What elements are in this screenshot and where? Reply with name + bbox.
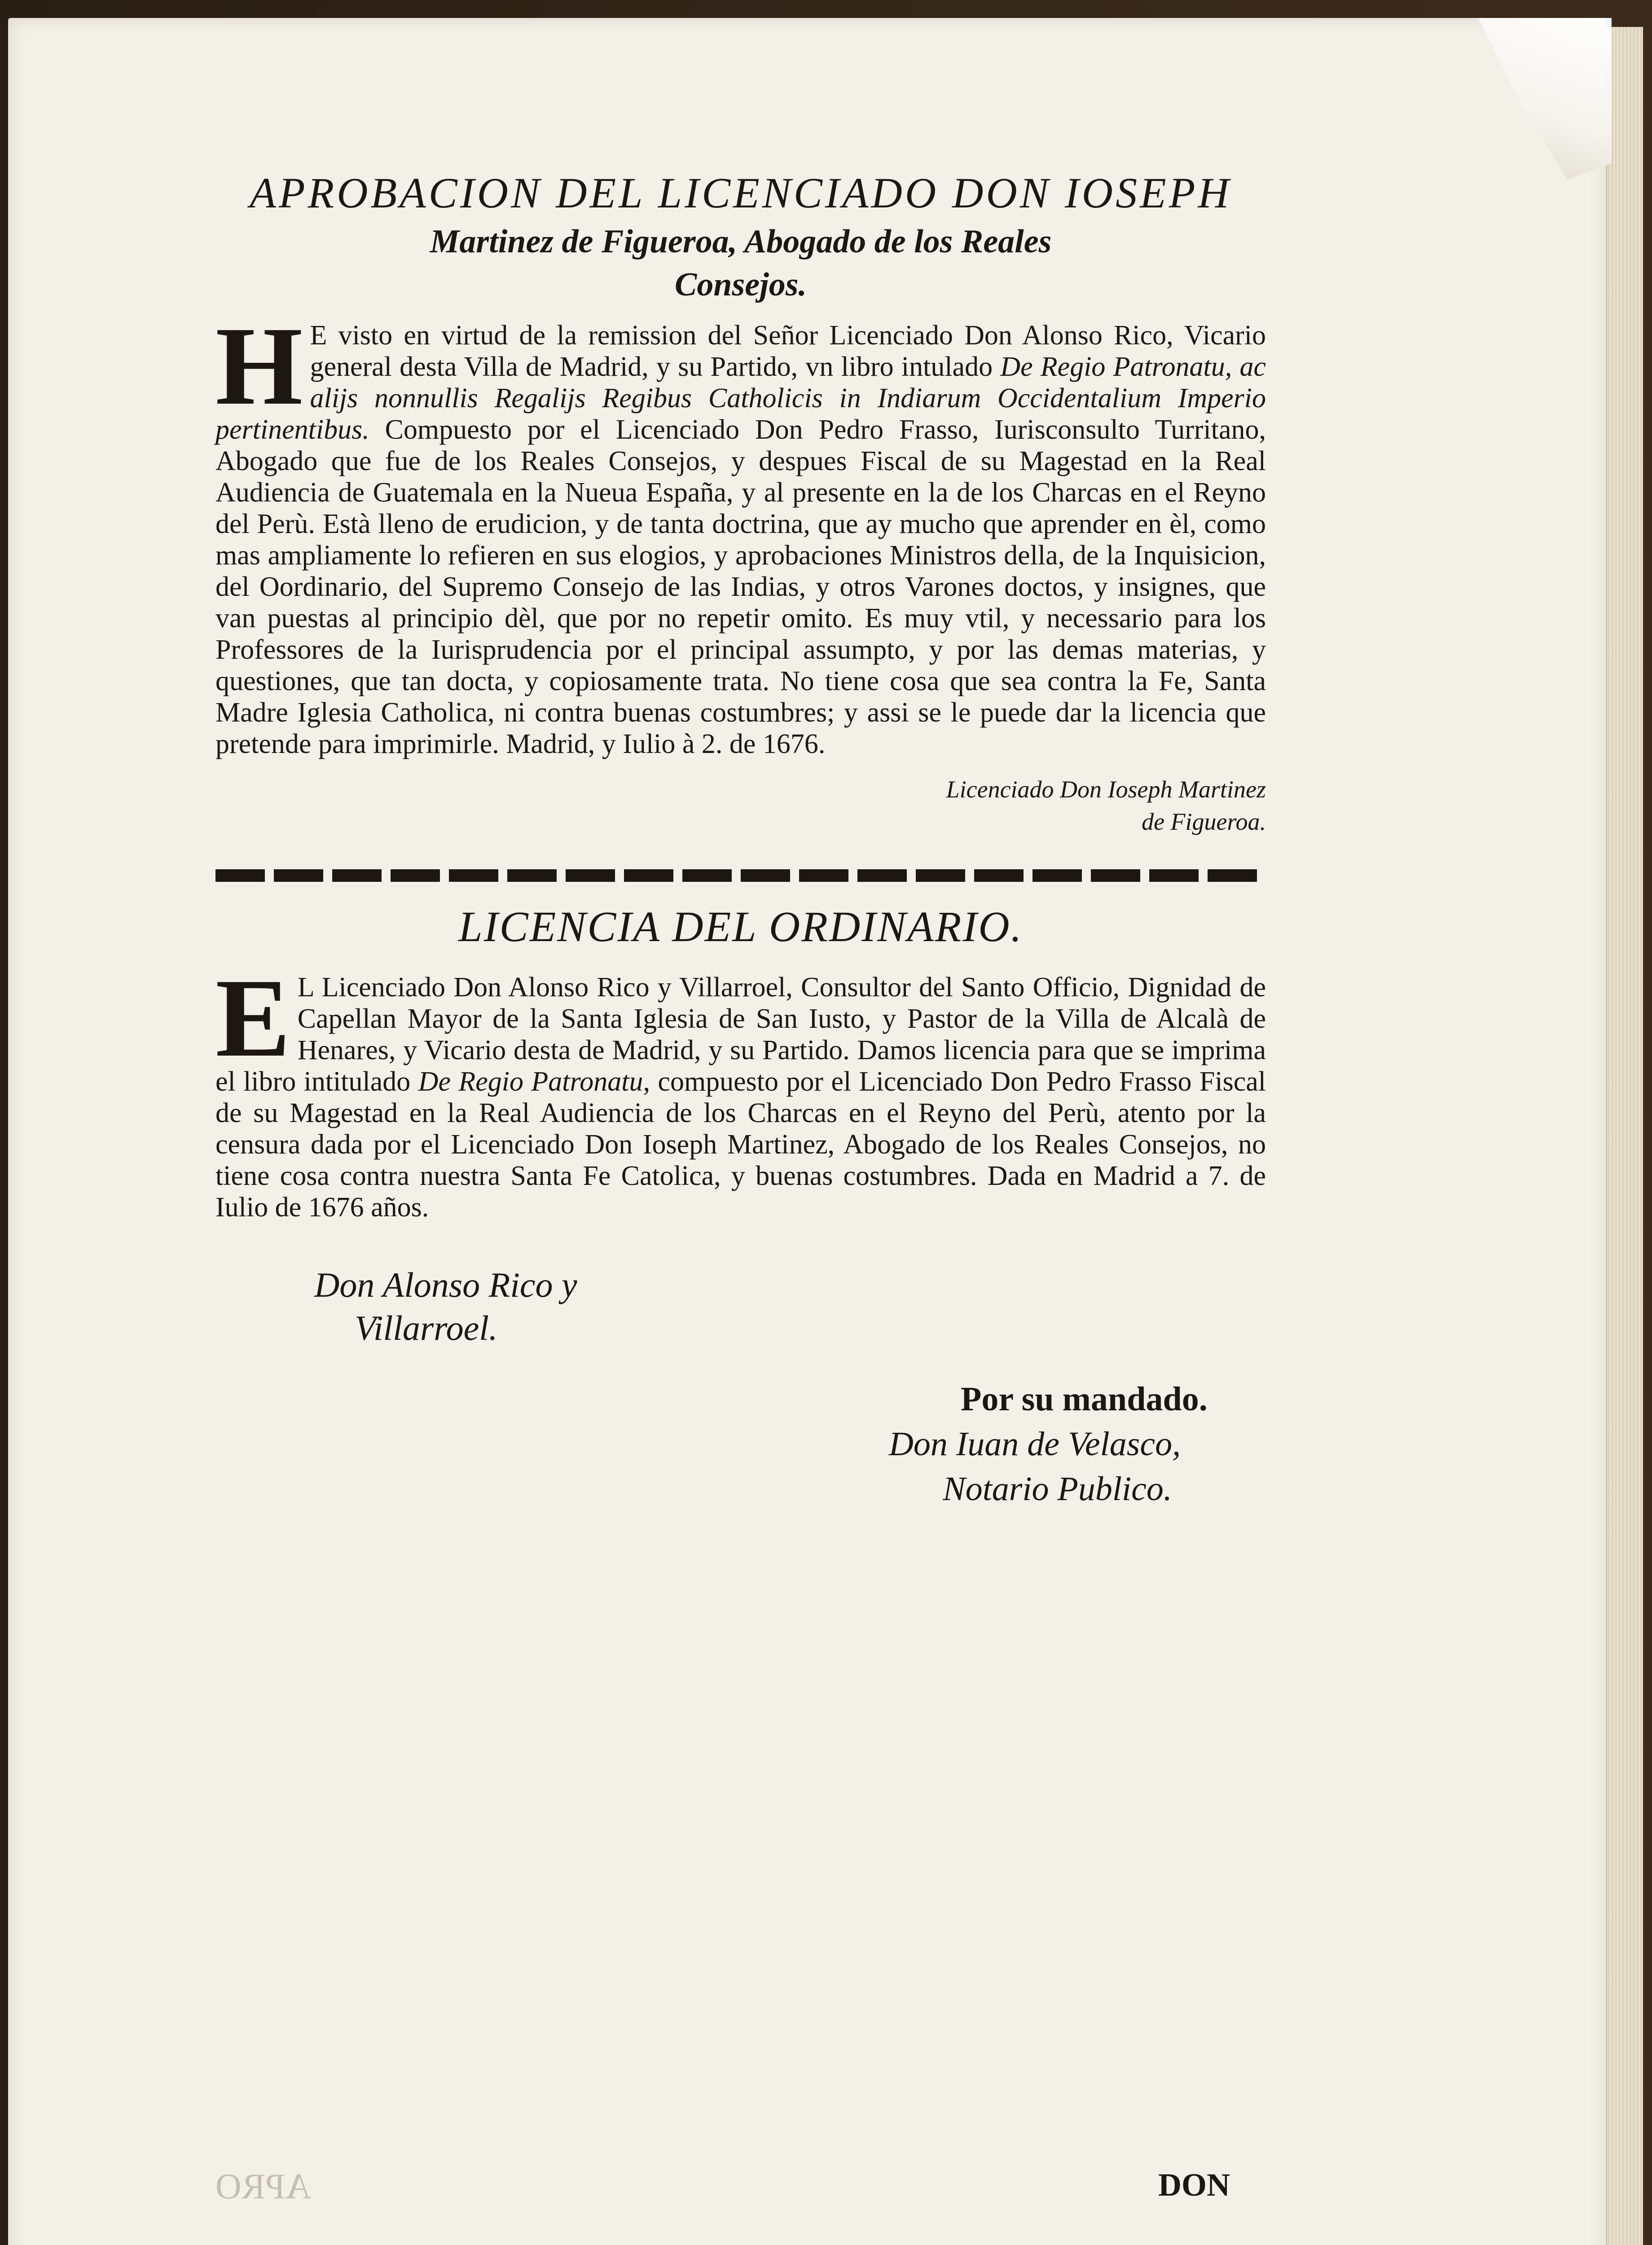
license-signer-line2: Villarroel. xyxy=(355,1308,498,1347)
license-signer-line1: Don Alonso Rico y xyxy=(314,1265,577,1304)
page-content xyxy=(215,166,1266,1511)
approbation-body xyxy=(215,304,1266,760)
license-signer xyxy=(314,1263,1266,1350)
notary-title: Notario Publico. xyxy=(943,1470,1172,1508)
show-through-mark: APRO xyxy=(215,2167,312,2206)
license-body xyxy=(215,956,1266,1223)
license-dropcap: E xyxy=(215,956,290,1080)
approbation-dropcap: H xyxy=(215,304,303,428)
approbation-subtitle-cont: Consejos. xyxy=(674,266,807,303)
section-divider xyxy=(215,869,1266,882)
page-edges xyxy=(1606,27,1643,2245)
notary-block xyxy=(889,1377,1266,1511)
license-text-a: L Licenciado Don Alonso Rico y Villarroel, Consultor del Santo Officio, Dignidad de Capellan Mayor de la Santa Iglesia de San Iusto, y Pastor de la Villa de Alcalà de Henares, y Vicario desta de Madrid, y su Partido. Damos licencia para que se imprima el libro intitulado xyxy=(215,972,1266,1097)
license-title: LICENCIA DEL ORDINARIO. xyxy=(458,902,1023,951)
approbation-section xyxy=(215,166,1266,838)
approbation-signature-line2: de Figueroa. xyxy=(1142,808,1266,835)
approbation-subtitle: Martinez de Figueroa, Abogado de los Reales xyxy=(430,223,1052,260)
license-latin-title: De Regio Patronatu xyxy=(418,1066,643,1097)
notary-name: Don Iuan de Velasco, xyxy=(889,1425,1181,1463)
mandate-text: Por su mandado. xyxy=(961,1380,1208,1418)
approbation-signature xyxy=(215,773,1266,838)
approbation-text-a: E visto en virtud de la remission del Señor Licenciado Don Alonso Rico, Vicario general desta Villa de Madrid, y su Partido, vn libro intulado xyxy=(310,320,1266,382)
license-text-b: , compuesto por el Licenciado Don Pedro Frasso Fiscal de su Magestad en la Real Audiencia de los Charcas en el Reyno del Perù, atento por la censura dada por el Licenciado Don Ioseph Martinez, Abogado de los Reales Consejos, no tiene cosa contra nuestra Santa Fe Catolica, y buenas costumbres. Dada en Madrid a 7. de Iulio de 1676 años. xyxy=(215,1066,1266,1223)
approbation-title: APROBACION DEL LICENCIADO DON IOSEPH xyxy=(250,169,1232,217)
license-section xyxy=(215,900,1266,1511)
approbation-latin-title: De Regio Patronatu, ac alijs nonnullis Regalijs Regibus Catholicis in Indiarum Occidentalium Imperio pertinentibus. xyxy=(215,352,1266,445)
approbation-text-b: Compuesto por el Licenciado Don Pedro Frasso, Iurisconsulto Turritano, Abogado que fue de los Reales Consejos, y despues Fiscal de su Magestad en la Real Audiencia de Guatemala en la Nueua España, y al presente en la de los Charcas en el Reyno del Perù. Està lleno de erudicion, y de tanta doctrina, que ay mucho que aprender en èl, como mas ampliamente lo refieren en sus elogios, y aprobaciones Ministros della, de la Inquisicion, del Oordinario, del Supremo Consejo de las Indias, y otros Varones doctos, y insignes, que van puestas al principio dèl, que por no repetir omito. Es muy vtil, y necessario para los Professores de la Iurisprudencia por el principal assumpto, y por las demas materias, y questiones, que tan docta, y copiosamente trata. No tiene cosa que sea contra la Fe, Santa Madre Iglesia Catholica, ni contra buenas costumbres; y assi se le puede dar la licencia que pretende para imprimirle. Madrid, y Iulio à 2. de 1676. xyxy=(215,414,1266,759)
approbation-signature-line1: Licenciado Don Ioseph Martinez xyxy=(946,776,1266,803)
catchword: DON xyxy=(1158,2167,1230,2203)
